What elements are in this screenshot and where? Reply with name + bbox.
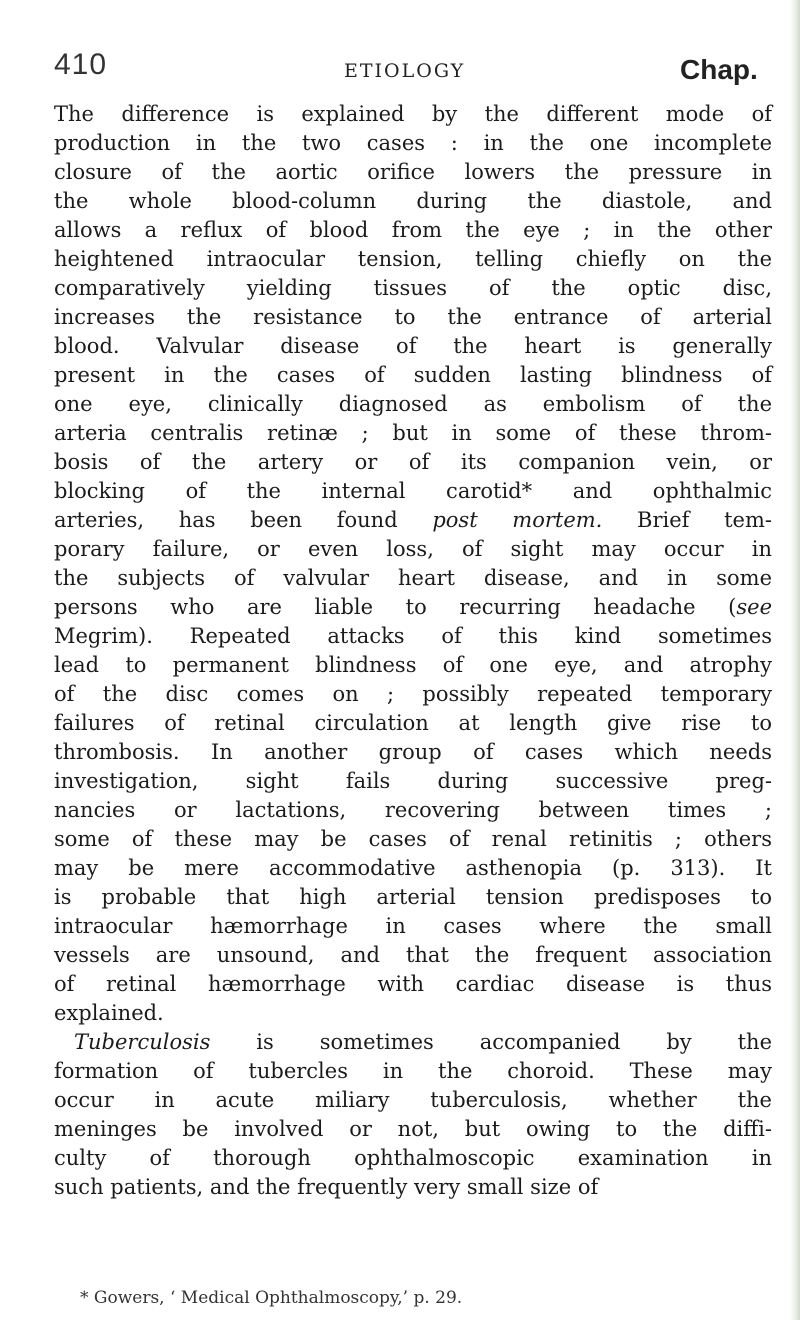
page-edge-shadow [790,0,800,1320]
text-line [54,854,772,883]
text-line [54,100,772,129]
text-line [54,767,772,796]
text-segment: failures of retinal circulation at length give rise to [54,711,772,735]
text-line [54,361,772,390]
text-line [54,825,772,854]
text-segment: is sometimes accompanied by the [210,1030,772,1054]
chapter-label: Chap. [680,54,758,85]
text-segment: nancies or lactations, recovering between times ; [54,798,772,822]
text-segment: intraocular hæmorrhage in cases where the small [54,914,772,938]
text-segment: Megrim). Repeated attacks of this kind sometimes [54,624,772,648]
text-line [54,680,772,709]
text-segment: meninges be involved or not, but owing to the diffi- [54,1117,772,1141]
text-segment: one eye, clinically diagnosed as embolism of the [54,392,772,416]
text-line [54,999,772,1028]
text-segment: arteria centralis retinæ ; but in some of these throm- [54,421,772,445]
text-segment: such patients, and the frequently very small size of [54,1175,599,1199]
footnote: * Gowers, ‘ Medical Ophthalmoscopy,’ p. 29. [80,1288,463,1308]
text-line [54,941,772,970]
text-line [54,274,772,303]
text-segment: closure of the aortic orifice lowers the pressure in [54,160,772,184]
text-segment: some of these may be cases of renal retinitis ; others [54,827,772,851]
text-segment: Brief tem- [602,508,772,532]
italic-text-segment: post mortem. [432,508,603,532]
text-line [54,1057,772,1086]
text-line [54,332,772,361]
text-segment: lead to permanent blindness of one eye, and atrophy [54,653,772,677]
text-line [54,1086,772,1115]
text-segment: may be mere accommodative asthenopia (p. 313). It [54,856,772,880]
text-line [54,738,772,767]
text-segment: production in the two cases : in the one incomplete [54,131,772,155]
text-segment: explained. [54,1001,164,1025]
text-line [54,1144,772,1173]
text-line [54,303,772,332]
text-line [54,796,772,825]
text-line [54,448,772,477]
text-line [54,216,772,245]
text-line [54,622,772,651]
text-line [54,506,772,535]
text-segment: vessels are unsound, and that the frequent association [54,943,772,967]
text-segment: The difference is explained by the different mode of [54,102,772,126]
text-segment: persons who are liable to recurring headache ( [54,595,737,619]
text-segment: blocking of the internal carotid* and ophthalmic [54,479,772,503]
text-line [54,129,772,158]
text-segment: occur in acute miliary tuberculosis, whether the [54,1088,772,1112]
text-line [54,651,772,680]
text-line [54,564,772,593]
text-segment: present in the cases of sudden lasting blindness of [54,363,772,387]
text-line [54,883,772,912]
text-line [54,535,772,564]
text-line [54,1115,772,1144]
italic-text-segment: Tuberculosis [74,1030,211,1054]
text-segment: formation of tubercles in the choroid. These may [54,1059,772,1083]
text-segment: bosis of the artery or of its companion vein, or [54,450,772,474]
text-segment: of the disc comes on ; possibly repeated temporary [54,682,772,706]
text-line [54,1028,772,1057]
body-text [54,100,772,1202]
text-segment: heightened intraocular tension, telling chiefly on the [54,247,772,271]
text-line [54,419,772,448]
text-line [54,245,772,274]
text-segment: porary failure, or even loss, of sight may occur in [54,537,772,561]
text-segment: thrombosis. In another group of cases which needs [54,740,772,764]
text-line [54,970,772,999]
text-segment: is probable that high arterial tension predisposes to [54,885,772,909]
text-segment: of retinal hæmorrhage with cardiac disease is thus [54,972,772,996]
running-head: ETIOLOGY [344,60,466,82]
text-segment: blood. Valvular disease of the heart is generally [54,334,772,358]
text-segment: comparatively yielding tissues of the optic disc, [54,276,772,300]
text-line [54,390,772,419]
italic-text-segment: see [736,595,772,619]
text-line [54,593,772,622]
text-segment: allows a reflux of blood from the eye ; in the other [54,218,772,242]
text-segment: increases the resistance to the entrance of arterial [54,305,772,329]
text-line [54,1173,772,1202]
text-segment: the whole blood-column during the diastole, and [54,189,772,213]
text-line [54,709,772,738]
text-segment: the subjects of valvular heart disease, and in some [54,566,772,590]
text-segment: arteries, has been found [54,508,433,532]
text-line [54,912,772,941]
text-line [54,187,772,216]
page-header [54,48,774,88]
text-line [54,477,772,506]
page-number: 410 [54,48,108,81]
text-line [54,158,772,187]
text-segment: investigation, sight fails during successive preg- [54,769,772,793]
text-segment: culty of thorough ophthalmoscopic examination in [54,1146,772,1170]
